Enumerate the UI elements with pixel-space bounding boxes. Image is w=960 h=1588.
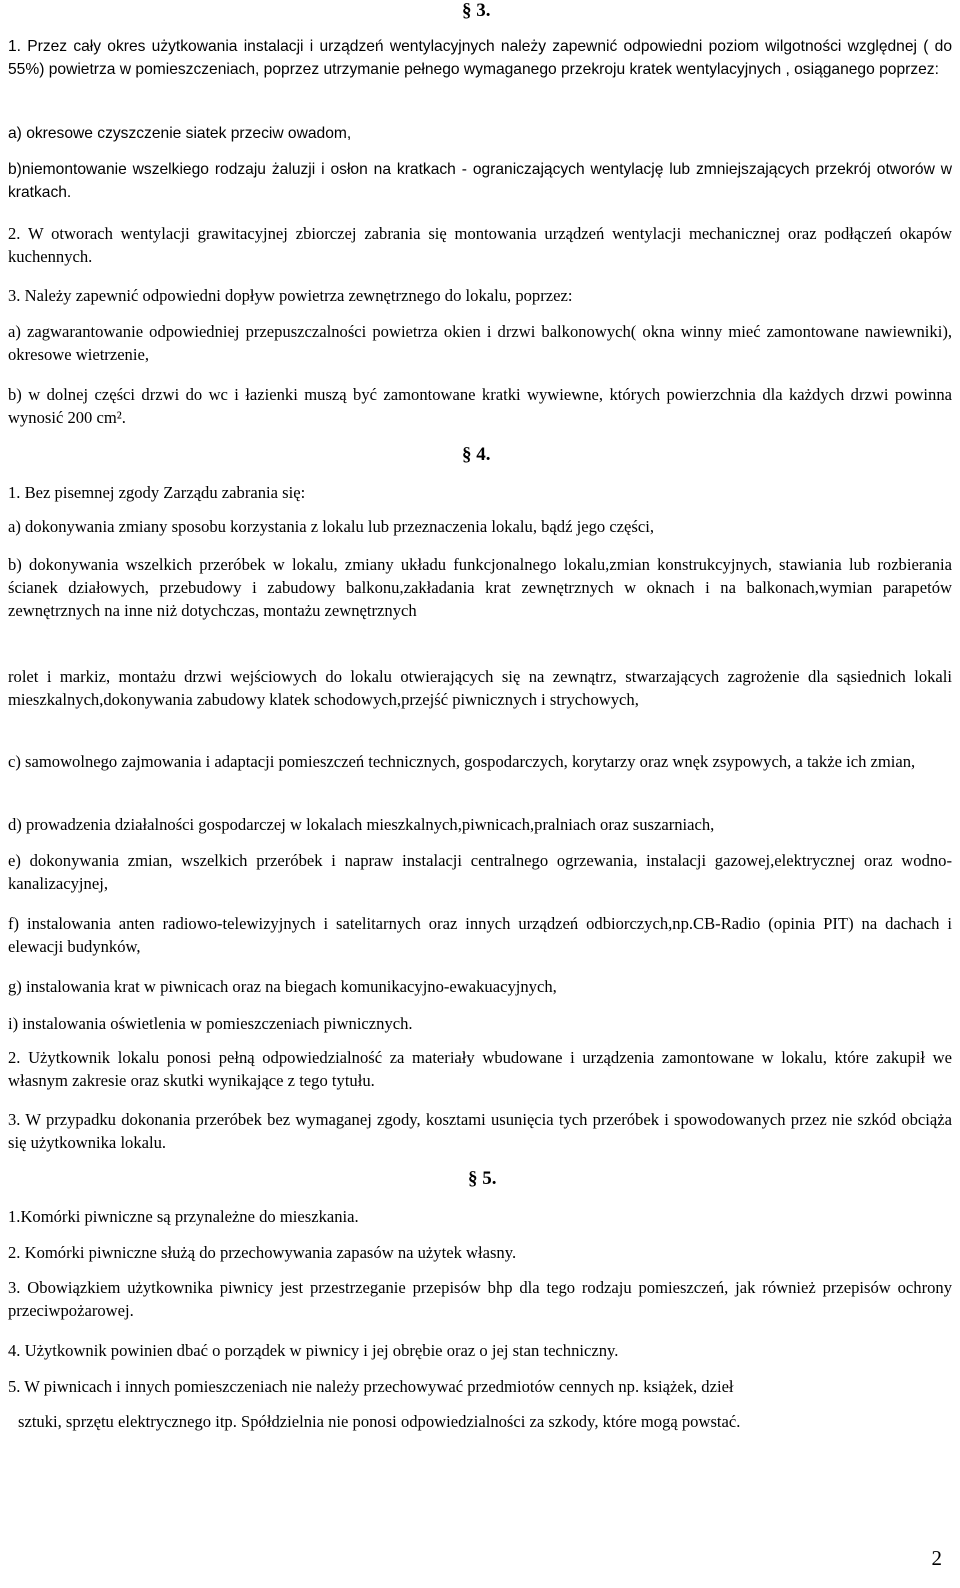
s4-item-1: 1. Bez pisemnej zgody Zarządu zabrania się:	[8, 483, 306, 502]
s5-item-1: 1.Komórki piwniczne są przynależne do mieszkania.	[8, 1207, 359, 1226]
s5-item-4: 4. Użytkownik powinien dbać o porządek w piwnicy i jej obrębie oraz o jej stan techniczny.	[8, 1341, 619, 1360]
s4-item-b: b) dokonywania wszelkich przeróbek w lokalu, zmiany układu funkcjonalnego lokalu,zmian konstrukcyjnych, stawiania lub rozbierania ścianek działowych, przebudowy i zabudowy balkonu,zakładania krat zewnętrznych w oknach i na balkonach,wymian parapetów zewnętrznych na inne niż dotychczas, montażu zewnętrznych	[8, 555, 952, 620]
s4-item-a: a) dokonywania zmiany sposobu korzystania z lokalu lub przeznaczenia lokalu, bądź jego części,	[8, 517, 654, 536]
s5-item-5: 5. W piwnicach i innych pomieszczeniach nie należy przechowywać przedmiotów cennych np. książek, dzieł	[8, 1377, 734, 1396]
s3-item-3b: b) w dolnej części drzwi do wc i łazienki muszą być zamontowane kratki wywiewne, których powierzchnia dla każdych drzwi powinna wynosić 200 cm².	[8, 385, 952, 427]
s5-item-3: 3. Obowiązkiem użytkownika piwnicy jest przestrzeganie przepisów bhp dla tego rodzaju pomieszczeń, jak również przepisów ochrony przeciwpożarowej.	[8, 1278, 952, 1320]
s3-item-a: a) okresowe czyszczenie siatek przeciw owadom,	[8, 125, 352, 142]
s4-item-2: 2. Użytkownik lokalu ponosi pełną odpowiedzialność za materiały wbudowane i urządzenia zamontowane w lokalu, które zakupił we własnym zakresie oraz skutki wynikające z tego tytułu.	[8, 1048, 952, 1090]
s3-item-b: b)niemontowanie wszelkiego rodzaju żaluzji i osłon na kratkach - ograniczających wentylację lub zmniejszających przekrój otworów w kratkach.	[8, 161, 952, 201]
s3-item-3a: a) zagwarantowanie odpowiedniej przepuszczalności powietrza okien i drzwi balkonowych( okna winny mieć zamontowane nawiewniki), okresowe wietrzenie,	[8, 322, 952, 364]
section-5-heading: § 5.	[468, 1168, 497, 1189]
s4-item-g: g) instalowania krat w piwnicach oraz na biegach komunikacyjno-ewakuacyjnych,	[8, 977, 557, 996]
s3-item-2: 2. W otworach wentylacji grawitacyjnej zbiorczej zabrania się montowania urządzeń wentylacji mechanicznej oraz podłączeń okapów kuchennych.	[8, 224, 952, 266]
s4-item-f: f) instalowania anten radiowo-telewizyjnych i satelitarnych oraz innych urządzeń odbiorczych,np.CB-Radio (opinia PIT) na dachach i elewacji budynków,	[8, 914, 952, 956]
s3-item-1: 1. Przez cały okres użytkowania instalacji i urządzeń wentylacyjnych należy zapewnić odpowiedni poziom wilgotności względnej ( do 55%) powietrza w pomieszczeniach, poprzez utrzymanie pełnego wymaganego przekroju kratek wentylacyjnych , osiąganego poprzez:	[8, 38, 952, 78]
s5-item-5-cont: sztuki, sprzętu elektrycznego itp. Spółdzielnia nie ponosi odpowiedzialności za szkody, które mogą powstać.	[18, 1412, 741, 1431]
s4-item-i: i) instalowania oświetlenia w pomieszczeniach piwnicznych.	[8, 1014, 413, 1033]
section-3-heading: § 3.	[462, 0, 491, 21]
s4-item-d: d) prowadzenia działalności gospodarczej w lokalach mieszkalnych,piwnicach,pralniach oraz suszarniach,	[8, 815, 715, 834]
page-number: 2	[931, 1546, 942, 1570]
s4-item-3: 3. W przypadku dokonania przeróbek bez wymaganej zgody, kosztami usunięcia tych przeróbek i spowodowanych przez nie szkód obciąża się użytkownika lokalu.	[8, 1110, 952, 1152]
s4-item-c: c) samowolnego zajmowania i adaptacji pomieszczeń technicznych, gospodarczych, korytarzy oraz wnęk zsypowych, a także ich zmian,	[8, 752, 916, 771]
s4-item-b-cont: rolet i markiz, montażu drzwi wejściowych do lokalu otwierających się na zewnątrz, stwarzających zagrożenie dla sąsiednich lokali mieszkalnych,dokonywania zabudowy klatek schodowych,przejść piwnicznych i strychowych,	[8, 667, 952, 709]
s5-item-2: 2. Komórki piwniczne służą do przechowywania zapasów na użytek własny.	[8, 1243, 517, 1262]
section-4-heading: § 4.	[462, 444, 491, 465]
s3-item-3: 3. Należy zapewnić odpowiedni dopływ powietrza zewnętrznego do lokalu, poprzez:	[8, 286, 573, 305]
s4-item-e: e) dokonywania zmian, wszelkich przeróbek i napraw instalacji centralnego ogrzewania, instalacji gazowej,elektrycznej oraz wodno-kanalizacyjnej,	[8, 851, 952, 893]
